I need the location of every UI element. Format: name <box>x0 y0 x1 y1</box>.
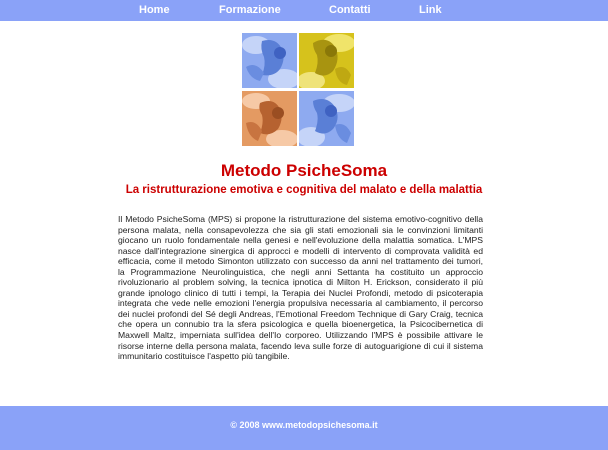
logo-quadrant-yellow <box>299 33 354 88</box>
nav-link-link[interactable]: Link <box>419 4 442 16</box>
footer-bar <box>0 406 608 450</box>
page-title: Metodo PsicheSoma <box>220 161 388 180</box>
footer-copyright: © 2008 www.metodopsichesoma.it <box>230 420 378 430</box>
logo-image <box>242 33 354 146</box>
top-navigation-bar <box>0 0 608 23</box>
intro-paragraph: Il Metodo PsicheSoma (MPS) si propone la ristrutturazione del sistema emotivo-cognitivo della persona malata, nella consapevolezza che sia gli stati emozionali sia le convinzioni limitanti giocano un ruolo fondamentale nella genesi e nell'evoluzione della malattia somatica. L'MPS nasce dall'integrazione sinergica di approcci e modelli di intervento di comprovata validità ed efficacia, come il metodo Simonton utilizzato con successo da anni nel trattamento dei tumori, la Programmazione Neurolinguistica, che negli anni Settanta ha costituito un approccio rivoluzionario al problem solving, la tecnica ipnotica di Milton H. Erickson, considerato il più grande ipnologo clinico di tutti i tempi, la Terapia dei Nuclei Profondi, metodo di psicoterapia integrata che vede nelle emozioni l'energia propulsiva necessaria al cambiamento, il percorso dei nuclei profondi del Sé degli Andreas, l'Emotional Freedom Technique di Gary Craig, tecnica che opera un connubio tra la sfera psicologica e quella bioenergetica, la Psicocibernetica di Maxwell Maltz, imperniata sull'idea dell'Io corporeo. Utilizzando l'MPS è possibile attivare le risorse interne della persona malata, facendo leva sulle forze di autoguarigione di cui il sistema immunitario costituisce l'aspetto più tangibile. <box>118 214 483 362</box>
logo-quadrant-orange <box>242 91 297 146</box>
logo-quadrant-blue-2 <box>299 91 354 146</box>
nav-link-home[interactable]: Home <box>139 4 170 16</box>
logo-quadrant-blue <box>242 33 297 88</box>
nav-link-formazione[interactable]: Formazione <box>219 4 281 16</box>
nav-link-contatti[interactable]: Contatti <box>329 4 371 16</box>
page-subtitle: La ristrutturazione emotiva e cognitiva del malato e della malattia <box>125 184 483 196</box>
